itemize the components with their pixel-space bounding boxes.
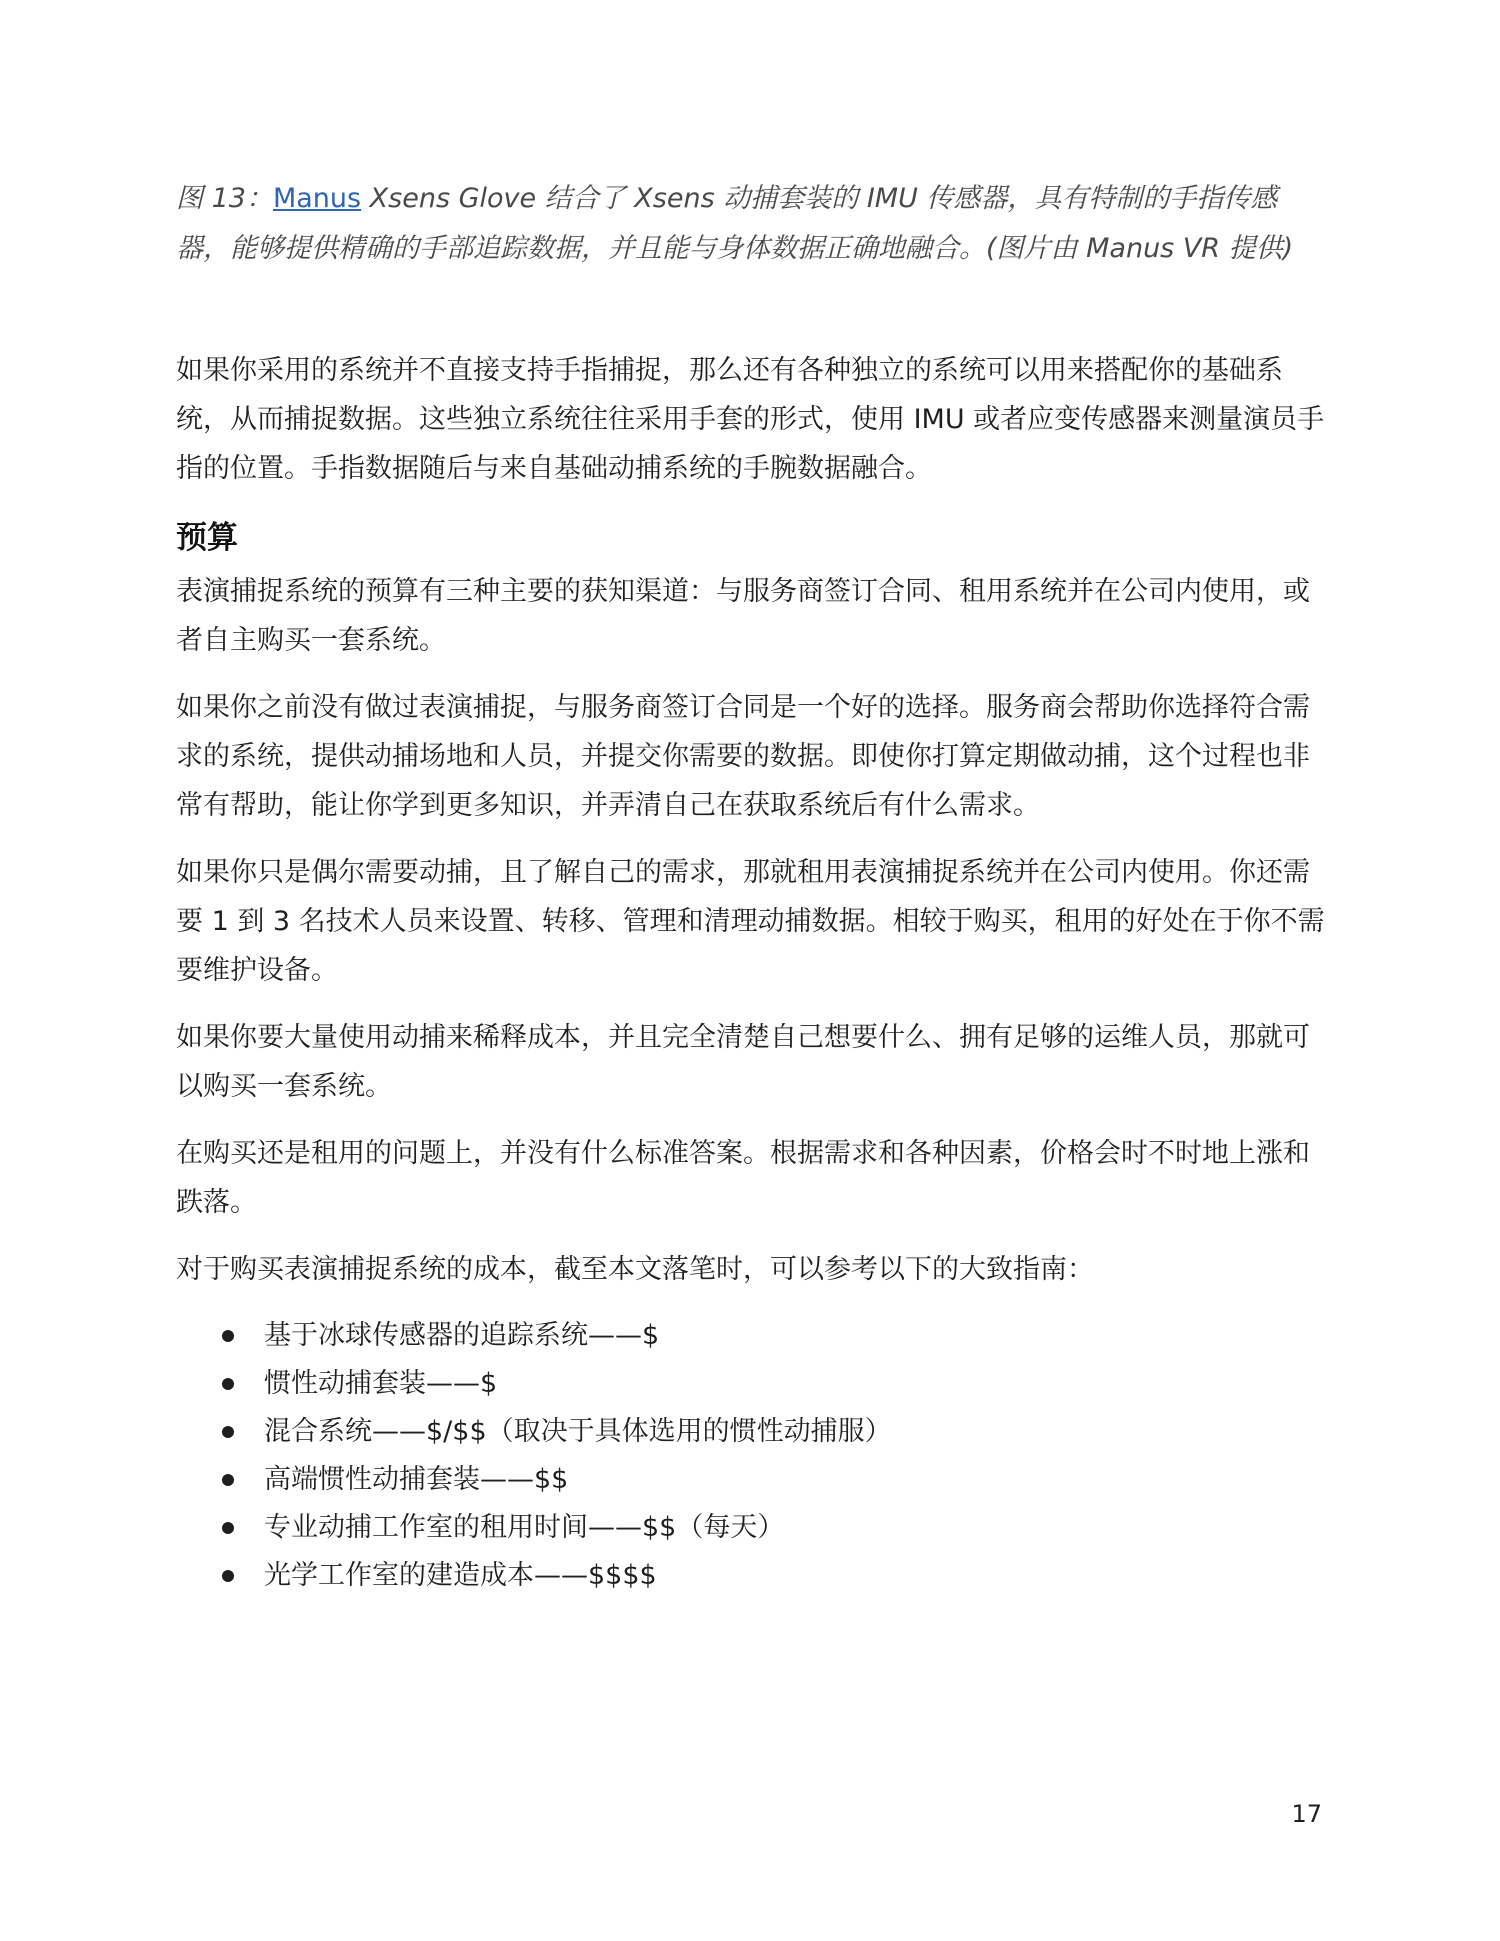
paragraph: 对于购买表演捕捉系统的成本，截至本文落笔时，可以参考以下的大致指南： bbox=[176, 1254, 1094, 1285]
list-item bbox=[176, 1552, 1326, 1600]
list-item bbox=[176, 1312, 1326, 1360]
intro-paragraph: 如果你采用的系统并不直接支持手指捕捉，那么还有各种独立的系统可以用来搭配你的基础系统，从而捕捉数据。这些独立系统往往采用手套的形式，使用 IMU 或者应变传感器来测量演员手指的位置。手指数据随后与来自基础动捕系统的手腕数据融合。 bbox=[176, 355, 1325, 484]
paragraph: 如果你只是偶尔需要动捕，且了解自己的需求，那就租用表演捕捉系统并在公司内使用。你还需要 1 到 3 名技术人员来设置、转移、管理和清理动捕数据。相较于购买，租用的好处在于你不需要维护设备。 bbox=[176, 857, 1325, 986]
list-item bbox=[176, 1504, 1326, 1552]
bullet-icon bbox=[222, 1570, 234, 1582]
figure-caption bbox=[176, 174, 1326, 274]
page-number: 17 bbox=[1291, 1800, 1322, 1828]
bullet-icon bbox=[222, 1426, 234, 1438]
list-item-text: 专业动捕工作室的租用时间——$$（每天） bbox=[264, 1512, 785, 1543]
list-item-text: 光学工作室的建造成本——$$$$ bbox=[264, 1560, 657, 1591]
paragraph: 表演捕捉系统的预算有三种主要的获知渠道：与服务商签订合同、租用系统并在公司内使用，或者自主购买一套系统。 bbox=[176, 576, 1310, 656]
caption-prefix: 图 13： bbox=[176, 183, 273, 214]
bullet-icon bbox=[222, 1330, 234, 1342]
manus-link[interactable]: Manus bbox=[272, 183, 362, 214]
list-item-text: 基于冰球传感器的追踪系统——$ bbox=[264, 1320, 660, 1351]
bullet-icon bbox=[222, 1474, 234, 1486]
page-content bbox=[176, 174, 1326, 1600]
list-item bbox=[176, 1360, 1326, 1408]
list-item-text: 高端惯性动捕套装——$$ bbox=[264, 1464, 569, 1495]
paragraph: 如果你要大量使用动捕来稀释成本，并且完全清楚自己想要什么、拥有足够的运维人员，那就可以购买一套系统。 bbox=[176, 1022, 1310, 1102]
bullet-icon bbox=[222, 1522, 234, 1534]
caption-text: Xsens Glove 结合了 Xsens 动捕套装的 IMU 传感器，具有特制的手指传感器，能够提供精确的手部追踪数据，并且能与身体数据正确地融合。(图片由 Manus VR 提供) bbox=[176, 183, 1294, 264]
list-item bbox=[176, 1408, 1326, 1456]
cost-guide-list bbox=[176, 1312, 1326, 1600]
paragraph: 如果你之前没有做过表演捕捉，与服务商签订合同是一个好的选择。服务商会帮助你选择符合需求的系统，提供动捕场地和人员，并提交你需要的数据。即使你打算定期做动捕，这个过程也非常有帮助，能让你学到更多知识，并弄清自己在获取系统后有什么需求。 bbox=[176, 692, 1310, 821]
paragraph: 在购买还是租用的问题上，并没有什么标准答案。根据需求和各种因素，价格会时不时地上涨和跌落。 bbox=[176, 1138, 1310, 1218]
list-item-text: 混合系统——$/$$（取决于具体选用的惯性动捕服） bbox=[264, 1416, 892, 1447]
list-item-text: 惯性动捕套装——$ bbox=[264, 1368, 498, 1399]
bullet-icon bbox=[222, 1378, 234, 1390]
section-heading-budget: 预算 bbox=[176, 520, 238, 556]
list-item bbox=[176, 1456, 1326, 1504]
